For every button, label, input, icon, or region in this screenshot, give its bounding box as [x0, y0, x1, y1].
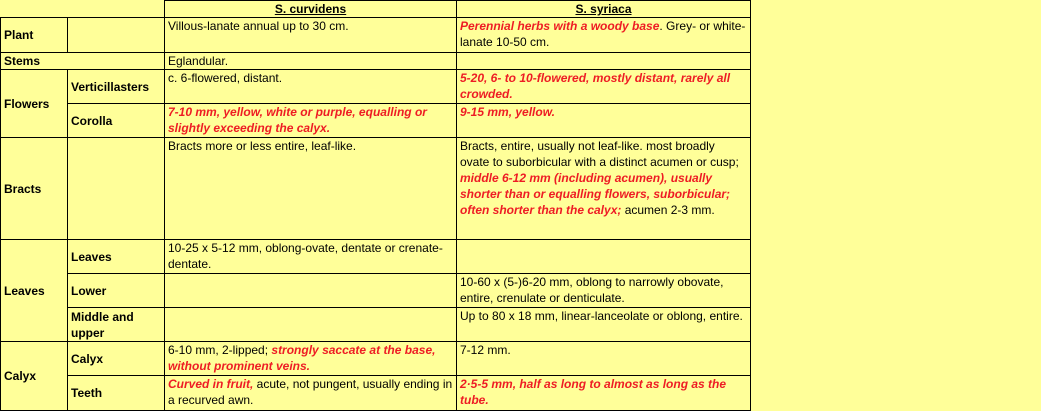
cell-middle-upper-curvidens [165, 308, 457, 342]
highlight-text: 5-20, 6- to 10-flowered, mostly distant, rarely all crowded. [460, 71, 731, 101]
cell-lower-curvidens [165, 274, 457, 308]
sublabel-corolla: Corolla [68, 104, 165, 138]
header-blank-cell [1, 1, 165, 18]
table-row-calyx [1, 342, 751, 376]
sublabel-calyx: Calyx [68, 342, 165, 376]
row-label-stems: Stems [1, 53, 165, 70]
plain-text: Bracts, entire, usually not leaf-like. most broadly ovate to suborbicular with a distinct acumen or cusp; [460, 139, 739, 169]
header-s-syriaca: S. syriaca [457, 1, 751, 18]
table-row-middle-upper [1, 308, 751, 342]
cell-calyx-syriaca: 7-12 mm. [457, 342, 751, 376]
background [750, 0, 1041, 410]
cell-middle-upper-syriaca: Up to 80 x 18 mm, linear-lanceolate or oblong, entire. [457, 308, 751, 342]
highlight-text: Curved in fruit, [168, 377, 254, 391]
cell-teeth-syriaca [457, 376, 751, 411]
cell-leaves-curvidens: 10-25 x 5-12 mm, oblong-ovate, dentate or crenate-dentate. [165, 240, 457, 274]
highlight-text: Perennial herbs with a woody base [460, 19, 660, 33]
cell-lower-syriaca: 10-60 x (5-)6-20 mm, oblong to narrowly obovate, entire, crenulate or denticulate. [457, 274, 751, 308]
cell-bracts-curvidens: Bracts more or less entire, leaf-like. [165, 138, 457, 240]
plain-text: . Grey- or white-lanate 10-50 cm. [460, 19, 746, 49]
sublabel-middle-upper: Middle and upper [68, 308, 165, 342]
table-row-leaves [1, 240, 751, 274]
cell-stems-curvidens: Eglandular. [165, 53, 457, 70]
cell-corolla-syriaca [457, 104, 751, 138]
row-label-calyx: Calyx [1, 342, 68, 411]
cell-teeth-curvidens [165, 376, 457, 411]
sublabel-leaves: Leaves [68, 240, 165, 274]
table-row-stems [1, 53, 751, 70]
row-label-flowers: Flowers [1, 70, 68, 138]
plain-text: acumen 2-3 mm. [621, 203, 715, 217]
row-label-leaves: Leaves [1, 240, 68, 342]
row-label-bracts: Bracts [1, 138, 68, 240]
table-row-verticillasters [1, 70, 751, 104]
cell-bracts-syriaca [457, 138, 751, 240]
highlight-text: 7-10 mm, yellow, white or purple, equalling or slightly exceeding the calyx. [168, 105, 427, 135]
highlight-text: strongly saccate at the base, without prominent veins. [168, 343, 436, 373]
cell-verticillasters-syriaca [457, 70, 751, 104]
plain-text: acute, not pungent, usually ending in a recurved awn. [168, 377, 453, 407]
empty-subcell [68, 18, 165, 53]
table-row-corolla [1, 104, 751, 138]
cell-plant-syriaca [457, 18, 751, 53]
cell-calyx-curvidens [165, 342, 457, 376]
cell-verticillasters-curvidens: c. 6-flowered, distant. [165, 70, 457, 104]
header-s-curvidens: S. curvidens [165, 1, 457, 18]
row-label-plant: Plant [1, 18, 68, 53]
cell-plant-curvidens: Villous-lanate annual up to 30 cm. [165, 18, 457, 53]
sublabel-teeth: Teeth [68, 376, 165, 411]
table-row-bracts [1, 138, 751, 240]
header-row [1, 1, 751, 18]
highlight-text: 2·5-5 mm, half as long to almost as long as the tube. [460, 377, 727, 407]
empty-subcell [68, 138, 165, 240]
highlight-text: 9-15 mm, yellow. [460, 105, 555, 119]
cell-stems-syriaca [457, 53, 751, 70]
table-row-lower [1, 274, 751, 308]
sublabel-lower: Lower [68, 274, 165, 308]
cell-leaves-syriaca [457, 240, 751, 274]
table-row-teeth [1, 376, 751, 411]
table-row-plant [1, 18, 751, 53]
cell-corolla-curvidens [165, 104, 457, 138]
highlight-text: middle 6-12 mm (including acumen), usually shorter than or equalling flowers, suborbicular; often shorter than the calyx; [460, 171, 731, 217]
plain-text: 6-10 mm, 2-lipped; [168, 343, 272, 357]
sublabel-verticillasters: Verticillasters [68, 70, 165, 104]
